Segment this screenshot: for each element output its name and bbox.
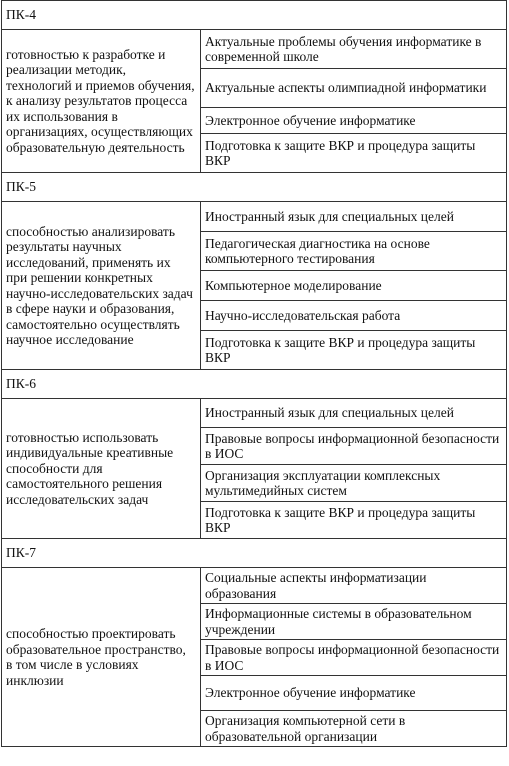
discipline-cell: Социальные аспекты информатизации образования — [201, 568, 507, 604]
discipline-cell: Подготовка к защите ВКР и процедура защиты ВКР — [201, 502, 507, 539]
discipline-cell: Актуальные проблемы обучения информатике в современной школе — [201, 30, 507, 69]
discipline-cell: Электронное обучение информатике — [201, 676, 507, 711]
section-header-row — [2, 370, 507, 399]
section-header-row — [2, 1, 507, 30]
competency-description: способностью проектировать образовательное пространство, в том числе в условиях инклюзии — [2, 568, 201, 747]
discipline-cell: Подготовка к защите ВКР и процедура защиты ВКР — [201, 134, 507, 173]
discipline-cell: Правовые вопросы информационной безопасности в ИОС — [201, 428, 507, 465]
table-row — [2, 399, 507, 428]
discipline-cell: Организация компьютерной сети в образовательной организации — [201, 711, 507, 747]
competency-code: ПК-6 — [2, 370, 507, 399]
discipline-cell: Педагогическая диагностика на основе компьютерного тестирования — [201, 232, 507, 271]
competency-code: ПК-7 — [2, 539, 507, 568]
discipline-cell: Иностранный язык для специальных целей — [201, 399, 507, 428]
competency-code: ПК-5 — [2, 173, 507, 202]
discipline-cell: Правовые вопросы информационной безопасности в ИОС — [201, 640, 507, 676]
discipline-cell: Подготовка к защите ВКР и процедура защиты ВКР — [201, 331, 507, 370]
discipline-cell: Организация эксплуатации комплексных мультимедийных систем — [201, 465, 507, 502]
competency-description: готовностью использовать индивидуальные креативные способности для самостоятельного решения исследовательских задач — [2, 399, 201, 539]
competency-table — [1, 0, 507, 747]
discipline-cell: Информационные системы в образовательном учреждении — [201, 604, 507, 640]
competency-description: способностью анализировать результаты научных исследований, применять их при решении конкретных научно-исследовательских задач в сфере науки и образования, самостоятельно осуществлять научное исследование — [2, 202, 201, 370]
discipline-cell: Иностранный язык для специальных целей — [201, 202, 507, 232]
section-header-row — [2, 539, 507, 568]
table-row — [2, 568, 507, 604]
table-row — [2, 30, 507, 69]
discipline-cell: Научно-исследовательская работа — [201, 301, 507, 331]
discipline-cell: Актуальные аспекты олимпиадной информатики — [201, 69, 507, 108]
section-header-row — [2, 173, 507, 202]
competency-code: ПК-4 — [2, 1, 507, 30]
discipline-cell: Электронное обучение информатике — [201, 108, 507, 134]
discipline-cell: Компьютерное моделирование — [201, 271, 507, 301]
competency-description: готовностью к разработке и реализации методик, технологий и приемов обучения, к анализу результатов процесса их использования в организациях, осуществляющих образовательную деятельность — [2, 30, 201, 173]
table-row — [2, 202, 507, 232]
